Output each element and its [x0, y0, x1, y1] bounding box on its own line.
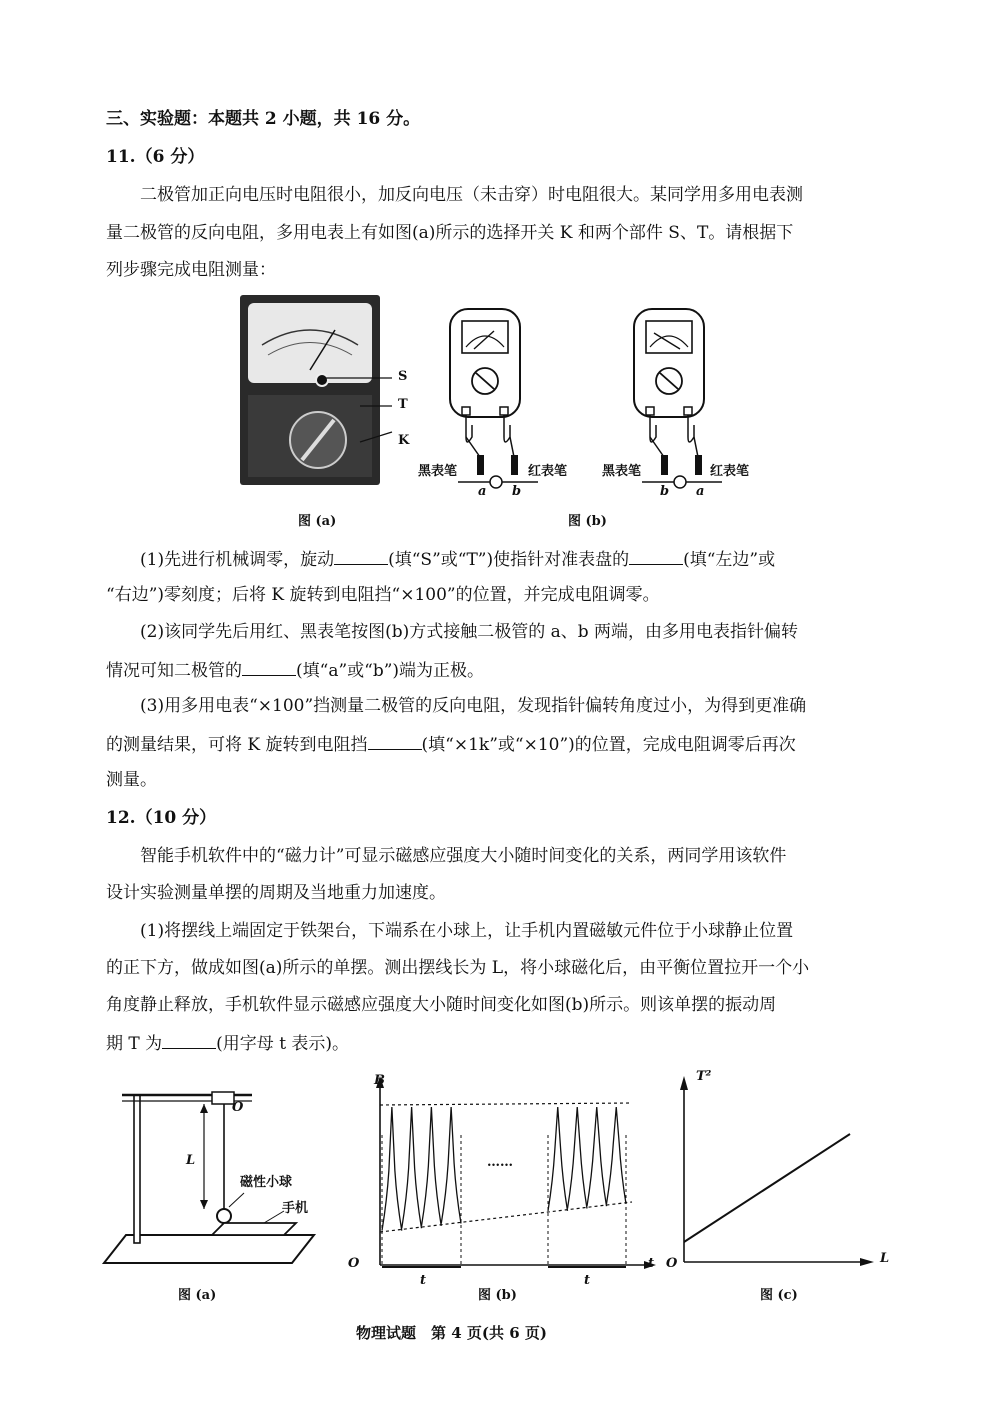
q11-number: 11.（6 分）	[106, 147, 205, 167]
fig-b-peak	[422, 1107, 442, 1226]
q12-b-label-o: O	[348, 1256, 360, 1271]
q11-b2-end-a: a	[696, 484, 705, 499]
q11-b1-red-probe: 红表笔	[528, 464, 568, 479]
answer-blank-1[interactable]	[334, 546, 388, 565]
q11-caption-a: 图 (a)	[298, 514, 337, 529]
q12-b-dots: ……	[487, 1155, 513, 1170]
fig-b-peak	[568, 1107, 588, 1209]
q12-part1-line1: (1)将摆线上端固定于铁架台，下端系在小球上，让手机内置磁敏元件位于小球静止位置	[140, 921, 794, 941]
q11-b1-end-a: a	[478, 484, 487, 499]
q11-part1-line2: “右边”)零刻度；后将 K 旋转到电阻挡“×100”的位置，并完成电阻调零。	[106, 585, 660, 605]
q11-part3-line1: (3)用多用电表“×100”挡测量二极管的反向电阻，发现指针偏转角度过小，为得到更准确	[140, 696, 807, 716]
q12-a-label-ball: 磁性小球	[240, 1175, 293, 1190]
fig-b-peak	[607, 1107, 627, 1204]
q11-part1-text-a: (1)先进行机械调零，旋动	[140, 550, 335, 570]
q12-part1-line3: 角度静止释放，手机软件显示磁感应强度大小随时间变化如图(b)所示。则该单摆的振动周	[106, 995, 777, 1015]
q12-c-label-x: L	[880, 1251, 890, 1266]
label-k: K	[398, 433, 410, 448]
q12-c-label-y: T²	[696, 1069, 712, 1084]
answer-blank-3[interactable]	[242, 657, 296, 676]
q11-intro-line-2: 量二极管的反向电阻，多用电表上有如图(a)所示的选择开关 K 和两个部件 S、T。请根据下	[106, 223, 794, 243]
q11-b1-end-b: b	[512, 484, 522, 499]
q11-part2-text-a: 情况可知二极管的	[106, 661, 242, 681]
q12-c-label-o: O	[666, 1256, 678, 1271]
q11-figure-b-meter-2	[632, 307, 712, 497]
q12-a-label-l: L	[186, 1153, 196, 1168]
fig-b-peak	[402, 1107, 422, 1228]
q11-b1-black-probe: 黑表笔	[418, 464, 458, 479]
q11-part3-line3: 测量。	[106, 770, 157, 790]
q11-part3-line2	[106, 731, 796, 757]
q12-part1-text-b: (用字母 t 表示)。	[216, 1034, 350, 1054]
q11-part3-text-a: 的测量结果，可将 K 旋转到电阻挡	[106, 735, 368, 755]
q12-caption-c: 图 (c)	[760, 1288, 798, 1303]
q12-part1-line4	[106, 1030, 349, 1056]
q12-b-label-t1: t	[420, 1273, 427, 1288]
q11-b2-red-probe: 红表笔	[710, 464, 750, 479]
q12-intro-line-2: 设计实验测量单摆的周期及当地重力加速度。	[106, 883, 446, 903]
q12-number: 12.（10 分）	[106, 808, 217, 828]
q11-part1-text-c: (填“左边”或	[683, 550, 776, 570]
q12-caption-b: 图 (b)	[478, 1288, 517, 1303]
q11-part1-line1	[140, 546, 775, 572]
q11-caption-b: 图 (b)	[568, 514, 607, 529]
q11-part2-line2	[106, 657, 484, 683]
q12-figure-b-waveform	[360, 1070, 660, 1280]
q11-b2-black-probe: 黑表笔	[602, 464, 642, 479]
q11-figure-a-leaders	[320, 370, 400, 450]
q11-part1-text-b: (填“S”或“T”)使指针对准表盘的	[388, 550, 630, 570]
q12-intro-line-1: 智能手机软件中的“磁力计”可显示磁感应强度大小随时间变化的关系，两同学用该软件	[140, 846, 787, 866]
page-footer: 物理试题 第 4 页(共 6 页)	[356, 1324, 547, 1342]
fig-b-peak	[441, 1107, 461, 1224]
q12-caption-a: 图 (a)	[178, 1288, 217, 1303]
answer-blank-4[interactable]	[368, 731, 422, 750]
label-t: T	[398, 397, 408, 412]
fig-b-peak	[382, 1107, 402, 1231]
q12-a-label-phone: 手机	[282, 1201, 309, 1216]
q12-b-label-x: t	[648, 1256, 655, 1271]
q12-a-label-o: O	[232, 1100, 244, 1115]
q11-intro-line-3: 列步骤完成电阻测量：	[106, 260, 276, 280]
q11-part2-text-b: (填“a”或“b”)端为正极。	[296, 661, 485, 681]
answer-blank-2[interactable]	[629, 546, 683, 565]
q11-b2-end-b: b	[660, 484, 670, 499]
q12-part1-text-a: 期 T 为	[106, 1034, 163, 1054]
q12-part1-line2: 的正下方，做成如图(a)所示的单摆。测出摆线长为 L，将小球磁化后，由平衡位置拉开一个小	[106, 958, 810, 978]
q11-figure-b-meter-1	[448, 307, 528, 497]
section-heading: 三、实验题：本题共 2 小题，共 16 分。	[106, 109, 421, 129]
answer-blank-5[interactable]	[162, 1030, 216, 1049]
fig-b-peak	[587, 1107, 607, 1206]
q12-b-label-y: B	[374, 1073, 385, 1088]
q12-b-label-t2: t	[584, 1273, 591, 1288]
q11-part3-text-b: (填“×1k”或“×10”)的位置，完成电阻调零后再次	[421, 735, 796, 755]
q11-part2-line1: (2)该同学先后用红、黑表笔按图(b)方式接触二极管的 a、b 两端，由多用电表指针偏转	[140, 622, 799, 642]
label-s: S	[398, 369, 408, 384]
q12-figure-c-graph	[680, 1070, 880, 1270]
fig-c-line	[684, 1134, 850, 1242]
fig-b-peak	[548, 1107, 568, 1211]
q11-intro-line-1: 二极管加正向电压时电阻很小，加反向电压（未击穿）时电阻很大。某同学用多用电表测	[140, 185, 803, 205]
